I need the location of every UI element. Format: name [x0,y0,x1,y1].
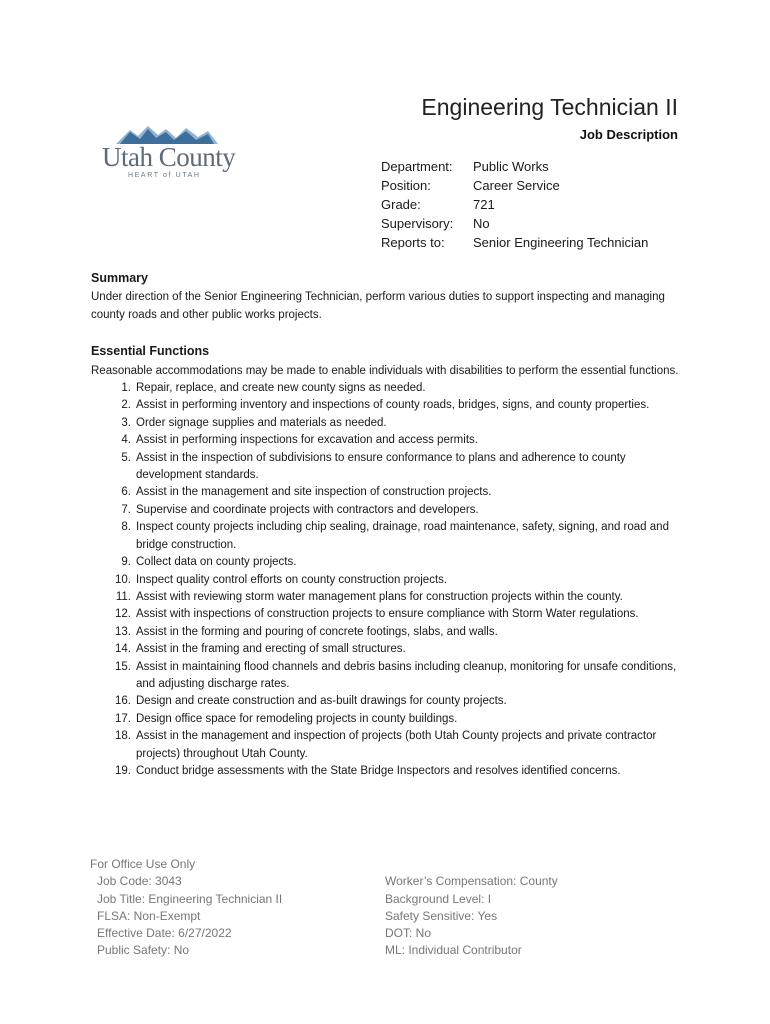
office-use-columns [90,873,685,959]
info-row-grade [381,195,648,214]
job-info-table [381,157,648,252]
item-number: 19. [115,764,131,777]
info-value: Senior Engineering Technician [473,235,649,250]
logo-name: Utah County [102,142,236,172]
info-key: Position: [381,178,431,193]
summary-heading: Summary [91,271,148,285]
item-number: 4. [121,434,131,447]
item-text: Repair, replace, and create new county signs as needed. [136,382,426,395]
item-text: Assist with inspections of construction projects to ensure compliance with Storm Water regulations. [136,608,639,621]
office-field: Public Safety: No [97,943,190,958]
office-field: FLSA: Non-Exempt [97,908,201,923]
item-text: Assist in performing inventory and inspections of county roads, bridges, signs, and county properties. [136,399,650,412]
item-number: 11. [115,590,131,603]
office-field: Worker’s Compensation: County [385,874,558,889]
info-value: No [473,216,490,231]
list-item [91,380,691,397]
info-value: 721 [473,197,495,212]
info-row-department [381,157,648,176]
office-field: Effective Date: 6/27/2022 [97,926,232,941]
office-field: ML: Individual Contributor [385,943,522,958]
utah-county-logo [96,120,236,182]
item-text: Assist in maintaining flood channels and debris basins including cleanup, monitoring for unsafe conditions, and adjusting discharge rates. [136,660,677,690]
office-use-right-column [385,873,685,959]
office-use-section [90,856,685,960]
item-number: 10. [115,573,131,586]
item-number: 14. [115,643,131,656]
list-item [91,763,691,780]
info-value: Public Works [473,159,549,174]
item-number: 5. [121,451,131,464]
list-item [91,589,691,606]
item-number: 6. [121,486,131,499]
item-text: Inspect county projects including chip sealing, drainage, road maintenance, safety, signing, and road and bridge construction. [136,521,669,551]
info-key: Department: [381,159,453,174]
list-item [91,659,691,694]
office-field: DOT: No [385,926,432,941]
item-text: Order signage supplies and materials as needed. [136,416,387,429]
list-item [91,693,691,710]
office-field: Job Code: 3043 [97,874,182,889]
item-number: 2. [121,399,131,412]
item-number: 8. [121,521,131,534]
essential-functions-intro: Reasonable accommodations may be made to enable individuals with disabilities to perform the essential functions. [91,364,679,377]
office-use-left-column [90,873,385,959]
list-item [91,606,691,623]
list-item [91,397,691,414]
list-item [91,572,691,589]
office-field: Safety Sensitive: Yes [385,908,498,923]
list-item [91,519,691,554]
item-text: Assist in the management and site inspection of construction projects. [136,486,492,499]
office-field: Job Title: Engineering Technician II [97,891,283,906]
item-text: Collect data on county projects. [136,556,297,569]
item-number: 3. [121,416,131,429]
list-item [91,554,691,571]
item-text: Inspect quality control efforts on county construction projects. [136,573,448,586]
item-text: Assist in performing inspections for excavation and access permits. [136,434,478,447]
page-title: Engineering Technician II [421,94,678,120]
item-text: Assist in the inspection of subdivisions to ensure conformance to plans and adherence to county development standards. [136,451,626,482]
info-row-reports-to [381,233,648,252]
item-number: 17. [115,712,131,725]
info-row-supervisory [381,214,648,233]
item-text: Supervise and coordinate projects with contractors and developers. [136,503,479,516]
item-number: 9. [121,556,131,569]
list-item [91,641,691,658]
page-subtitle: Job Description [579,127,678,142]
info-key: Grade: [381,197,421,212]
info-key: Reports to: [381,235,445,250]
item-number: 1. [121,382,131,395]
list-item [91,728,691,763]
item-text: Assist in the framing and erecting of small structures. [136,643,406,656]
job-description-body [91,270,691,780]
list-item [91,502,691,519]
summary-text: Under direction of the Senior Engineering Technician, perform various duties to support inspecting and managing county roads and other public works projects. [91,291,665,321]
item-number: 18. [115,730,131,743]
item-number: 13. [115,625,131,638]
list-item [91,711,691,728]
info-value: Career Service [473,178,560,193]
item-text: Design office space for remodeling projects in county buildings. [136,712,458,725]
essential-functions-heading: Essential Functions [91,344,210,359]
info-key: Supervisory: [381,216,454,231]
office-field: Background Level: I [385,891,492,906]
essential-functions-list [91,380,691,780]
list-item [91,415,691,432]
item-text: Assist with reviewing storm water management plans for construction projects within the county. [136,590,623,603]
list-item [91,432,691,449]
list-item [91,484,691,501]
logo-tagline: HEART of UTAH [128,172,201,179]
info-row-position [381,176,648,195]
item-number: 16. [115,695,131,708]
office-use-heading: For Office Use Only [90,857,196,871]
item-number: 15. [115,660,131,673]
item-text: Conduct bridge assessments with the State Bridge Inspectors and resolves identified concerns. [136,764,621,777]
item-text: Assist in the management and inspection of projects (both Utah County projects and private contractor projects) throughout Utah County. [136,730,657,760]
list-item [91,624,691,641]
item-number: 7. [121,503,131,516]
item-text: Design and create construction and as-built drawings for county projects. [136,695,507,708]
item-number: 12. [115,608,131,621]
item-text: Assist in the forming and pouring of concrete footings, slabs, and walls. [136,625,498,638]
list-item [91,450,691,485]
